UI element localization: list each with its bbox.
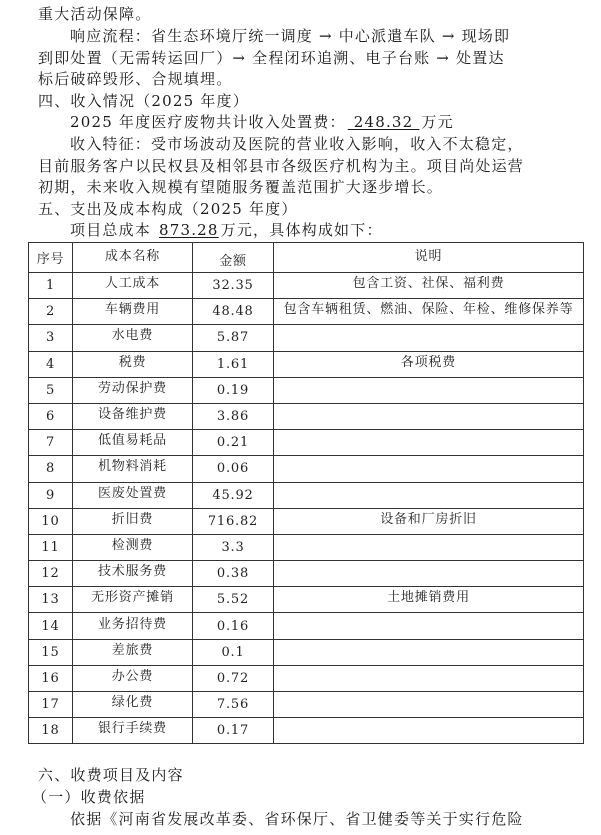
cell-no-text: 6 — [45, 409, 56, 425]
cell-amount-text: 0.72 — [216, 670, 250, 686]
paragraph: 目前服务客户以民权县及相邻县市各级医疗机构为主。项目尚处运营 — [38, 157, 525, 175]
table-row — [29, 456, 584, 482]
section-heading-fees: 六、收费项目及内容 — [38, 766, 184, 784]
cell-name — [73, 377, 193, 403]
table-row — [29, 403, 584, 429]
cell-desc — [274, 456, 584, 482]
cell-no-text: 5 — [45, 382, 56, 398]
paragraph: 标后破碎毁形、合规填埋。 — [38, 70, 233, 88]
cell-name-text: 车辆费用 — [104, 302, 161, 318]
table-row — [29, 273, 584, 299]
cell-amount-text: 0.38 — [216, 566, 250, 582]
cell-desc — [274, 351, 584, 377]
cell-no-text: 2 — [45, 304, 56, 320]
cell-no — [29, 561, 73, 587]
cell-amount — [193, 665, 274, 691]
cell-no — [29, 587, 73, 613]
cell-name — [73, 613, 193, 639]
table-header-row — [29, 243, 584, 273]
cell-amount-text: 48.48 — [212, 304, 254, 320]
table-row — [29, 482, 584, 508]
table-row — [29, 718, 584, 744]
cell-name — [73, 692, 193, 718]
cell-desc-text: 土地摊销费用 — [387, 590, 470, 606]
cell-desc — [274, 718, 584, 744]
cell-desc — [274, 482, 584, 508]
cell-name — [73, 482, 193, 508]
cell-name — [73, 325, 193, 351]
cell-name-text: 银行手续费 — [97, 721, 167, 737]
cell-name-text: 办公费 — [111, 668, 154, 684]
cell-amount — [193, 534, 274, 560]
cell-amount — [193, 351, 274, 377]
cell-amount — [193, 456, 274, 482]
cell-amount-text: 0.1 — [221, 644, 245, 660]
cell-desc — [274, 639, 584, 665]
table-row — [29, 665, 584, 691]
table-row — [29, 534, 584, 560]
cell-name-text: 人工成本 — [104, 276, 161, 292]
cell-name-text: 机物料消耗 — [97, 459, 167, 475]
cell-amount-text: 0.21 — [216, 435, 250, 451]
cell-name-text: 水电费 — [111, 328, 154, 344]
cell-desc-text: 设备和厂房折旧 — [380, 511, 477, 527]
cell-amount-text: 716.82 — [207, 513, 259, 529]
cell-amount — [193, 508, 274, 534]
header-amount: 金额 — [193, 243, 274, 273]
table-row — [29, 351, 584, 377]
cell-no — [29, 351, 73, 377]
total-cost-label: 项目总成本 — [70, 221, 157, 239]
header-desc: 说明 — [274, 243, 584, 273]
income-unit: 万元 — [421, 113, 454, 131]
total-cost-value: 873.28 — [158, 221, 219, 239]
cell-no — [29, 665, 73, 691]
cell-no — [29, 508, 73, 534]
cell-amount — [193, 587, 274, 613]
cell-desc — [274, 430, 584, 456]
cell-desc — [274, 273, 584, 299]
cell-amount — [193, 561, 274, 587]
cell-desc — [274, 587, 584, 613]
cell-desc-text: 包含工资、社保、福利费 — [352, 276, 505, 292]
cell-name-text: 劳动保护费 — [97, 380, 167, 396]
cell-no-text: 13 — [41, 592, 60, 608]
cell-amount-text: 0.17 — [216, 723, 250, 739]
cell-name-text: 检测费 — [111, 537, 154, 553]
cell-amount-text: 0.16 — [216, 618, 250, 634]
cell-desc — [274, 377, 584, 403]
cell-amount-text: 32.35 — [212, 278, 254, 294]
cell-name-text: 折旧费 — [111, 511, 154, 527]
cell-name — [73, 430, 193, 456]
cell-no — [29, 534, 73, 560]
cell-name-text: 绿化费 — [111, 695, 154, 711]
cell-amount — [193, 377, 274, 403]
cell-name-text: 无形资产摊销 — [91, 590, 174, 606]
paragraph-response-flow: 响应流程：省生态环境厅统一调度 → 中心派遣车队 → 现场即 — [70, 27, 511, 45]
income-label: 2025 年度医疗废物共计收入处置费： — [70, 113, 346, 131]
cell-name — [73, 273, 193, 299]
cell-no-text: 1 — [45, 278, 56, 294]
cell-no — [29, 325, 73, 351]
paragraph: 到即处置（无需转运回厂）→ 全程闭环追溯、电子台账 → 处置达 — [38, 49, 505, 67]
table-row — [29, 377, 584, 403]
cell-name — [73, 351, 193, 377]
cell-amount-text: 0.06 — [216, 461, 250, 477]
cell-no-text: 15 — [41, 644, 60, 660]
cell-no-text: 17 — [41, 697, 60, 713]
cell-amount — [193, 299, 274, 325]
table-row — [29, 508, 584, 534]
table-row — [29, 325, 584, 351]
cell-no-text: 16 — [41, 670, 60, 686]
cell-amount — [193, 613, 274, 639]
cost-table — [28, 242, 584, 744]
cell-amount-text: 3.3 — [221, 539, 245, 555]
cell-name — [73, 456, 193, 482]
cell-no-text: 9 — [45, 487, 56, 503]
table-row — [29, 561, 584, 587]
cell-desc — [274, 665, 584, 691]
cell-no — [29, 299, 73, 325]
cell-name — [73, 508, 193, 534]
cell-name-text: 差旅费 — [111, 642, 154, 658]
cell-amount — [193, 273, 274, 299]
cell-amount — [193, 692, 274, 718]
income-total-line — [70, 112, 454, 132]
cell-name — [73, 718, 193, 744]
cell-no-text: 18 — [41, 723, 60, 739]
paragraph: 重大活动保障。 — [38, 5, 152, 23]
cell-no-text: 8 — [45, 461, 56, 477]
cell-no — [29, 718, 73, 744]
cell-no — [29, 456, 73, 482]
paragraph-fee-basis: 依据《河南省发展改革委、省环保厅、省卫健委等关于实行危险 — [70, 810, 524, 828]
cell-no-text: 7 — [45, 435, 56, 451]
cell-amount — [193, 403, 274, 429]
cell-name-text: 低值易耗品 — [97, 433, 167, 449]
cell-name-text: 技术服务费 — [97, 564, 167, 580]
cell-name — [73, 534, 193, 560]
cell-no — [29, 613, 73, 639]
cell-amount-text: 1.61 — [216, 356, 250, 372]
cell-amount — [193, 639, 274, 665]
table-row — [29, 299, 584, 325]
cell-name — [73, 403, 193, 429]
cell-amount-text: 3.86 — [216, 409, 250, 425]
cell-desc — [274, 299, 584, 325]
header-name: 成本名称 — [73, 243, 193, 273]
income-value: 248.32 — [347, 113, 420, 131]
cell-desc — [274, 692, 584, 718]
table-row — [29, 639, 584, 665]
table-row — [29, 692, 584, 718]
cell-amount-text: 5.52 — [216, 592, 250, 608]
cell-amount-text: 7.56 — [216, 697, 250, 713]
table-row — [29, 613, 584, 639]
cell-no-text: 3 — [45, 330, 56, 346]
total-cost-line — [70, 220, 383, 240]
paragraph: 初期，未来收入规模有望随服务覆盖范围扩大逐步增长。 — [38, 178, 444, 196]
cell-no-text: 4 — [45, 356, 56, 372]
cell-no — [29, 430, 73, 456]
cell-name — [73, 665, 193, 691]
cell-name — [73, 587, 193, 613]
cell-amount — [193, 325, 274, 351]
cell-name-text: 设备维护费 — [97, 407, 167, 423]
cell-no-text: 11 — [41, 539, 60, 555]
cell-desc-text: 包含车辆租赁、燃油、保险、年检、维修保养等 — [283, 302, 574, 318]
cell-name — [73, 639, 193, 665]
cell-amount — [193, 482, 274, 508]
cell-no-text: 12 — [41, 566, 60, 582]
cell-no — [29, 692, 73, 718]
subsection-heading-fee-basis: （一）收费依据 — [32, 788, 146, 806]
cell-desc — [274, 403, 584, 429]
cell-no — [29, 482, 73, 508]
section-heading-costs: 五、支出及成本构成（2025 年度） — [38, 200, 298, 218]
table-row — [29, 430, 584, 456]
cell-amount-text: 45.92 — [212, 487, 254, 503]
header-no: 序号 — [29, 243, 73, 273]
table-row — [29, 587, 584, 613]
cell-desc-text: 各项税费 — [400, 354, 457, 370]
cell-amount-text: 0.19 — [216, 382, 250, 398]
cell-name-text: 税费 — [118, 354, 147, 370]
cell-no — [29, 639, 73, 665]
cell-name — [73, 561, 193, 587]
cell-desc — [274, 561, 584, 587]
cell-amount — [193, 718, 274, 744]
cell-name — [73, 299, 193, 325]
cell-desc — [274, 534, 584, 560]
cell-desc — [274, 325, 584, 351]
cell-no-text: 10 — [41, 513, 60, 529]
paragraph-income-features: 收入特征：受市场波动及医院的营业收入影响，收入不太稳定， — [70, 135, 524, 153]
cell-desc — [274, 508, 584, 534]
cell-no — [29, 273, 73, 299]
cell-amount — [193, 430, 274, 456]
cell-amount-text: 5.87 — [216, 330, 250, 346]
cell-desc — [274, 613, 584, 639]
cell-no — [29, 377, 73, 403]
cell-name-text: 医废处置费 — [97, 485, 167, 501]
cell-name-text: 业务招待费 — [97, 616, 167, 632]
total-cost-unit: 万元，具体构成如下： — [220, 221, 383, 239]
section-heading-income: 四、收入情况（2025 年度） — [38, 92, 249, 110]
cell-no — [29, 403, 73, 429]
cell-no-text: 14 — [41, 618, 60, 634]
